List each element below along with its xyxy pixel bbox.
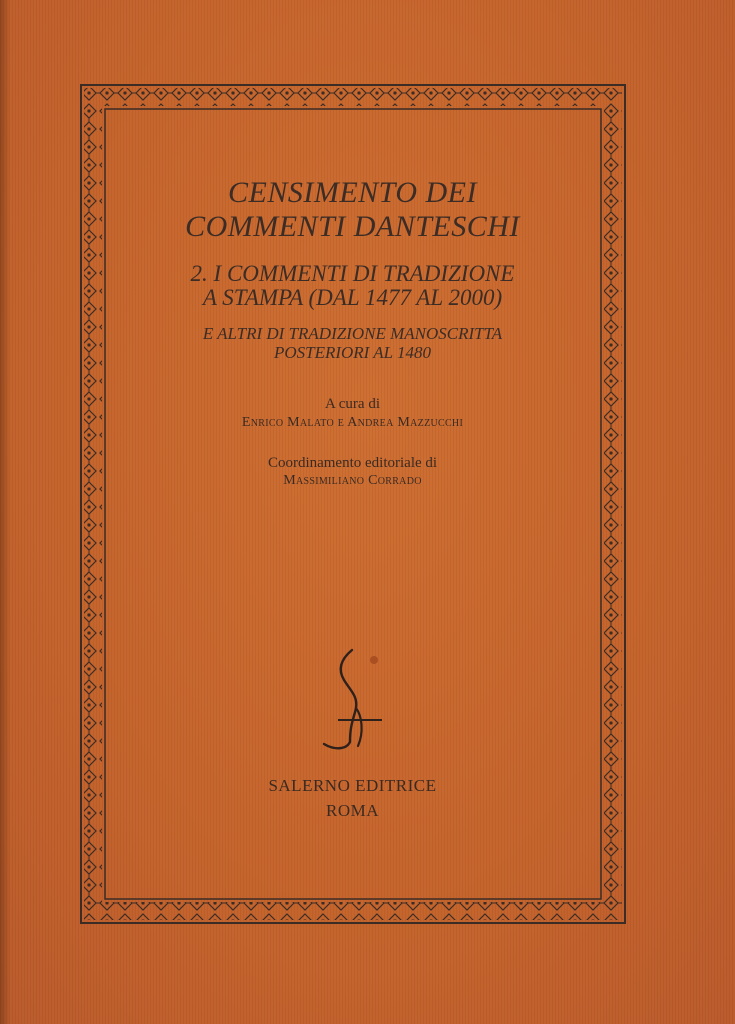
publisher-city: ROMA (325, 801, 379, 820)
title-line-1: CENSIMENTO DEI (228, 176, 477, 209)
title-line-2: COMMENTI DANTESCHI (185, 210, 520, 243)
publisher-logo-icon (316, 646, 396, 758)
coordinator-name: Massimiliano Corrado (283, 473, 422, 488)
volume-line-1: 2. I COMMENTI DI TRADIZIONE (190, 261, 515, 286)
book-title (110, 176, 595, 244)
editors-names: Enrico Malato e Andrea Mazzucchi (241, 415, 464, 430)
publisher-name: SALERNO EDITRICE (268, 776, 437, 795)
spine-shadow (0, 0, 10, 1024)
curated-by-label: A cura di (325, 396, 380, 412)
volume-subtitle (110, 324, 595, 362)
coordination-label: Coordinamento editoriale di (267, 455, 438, 471)
volume-line-3: E ALTRI DI TRADIZIONE MANOSCRITTA (202, 324, 503, 343)
volume-line-2: A STAMPA (DAL 1477 AL 2000) (202, 285, 503, 310)
volume-line-4: POSTERIORI AL 1480 (273, 343, 432, 362)
volume-title (110, 262, 595, 310)
